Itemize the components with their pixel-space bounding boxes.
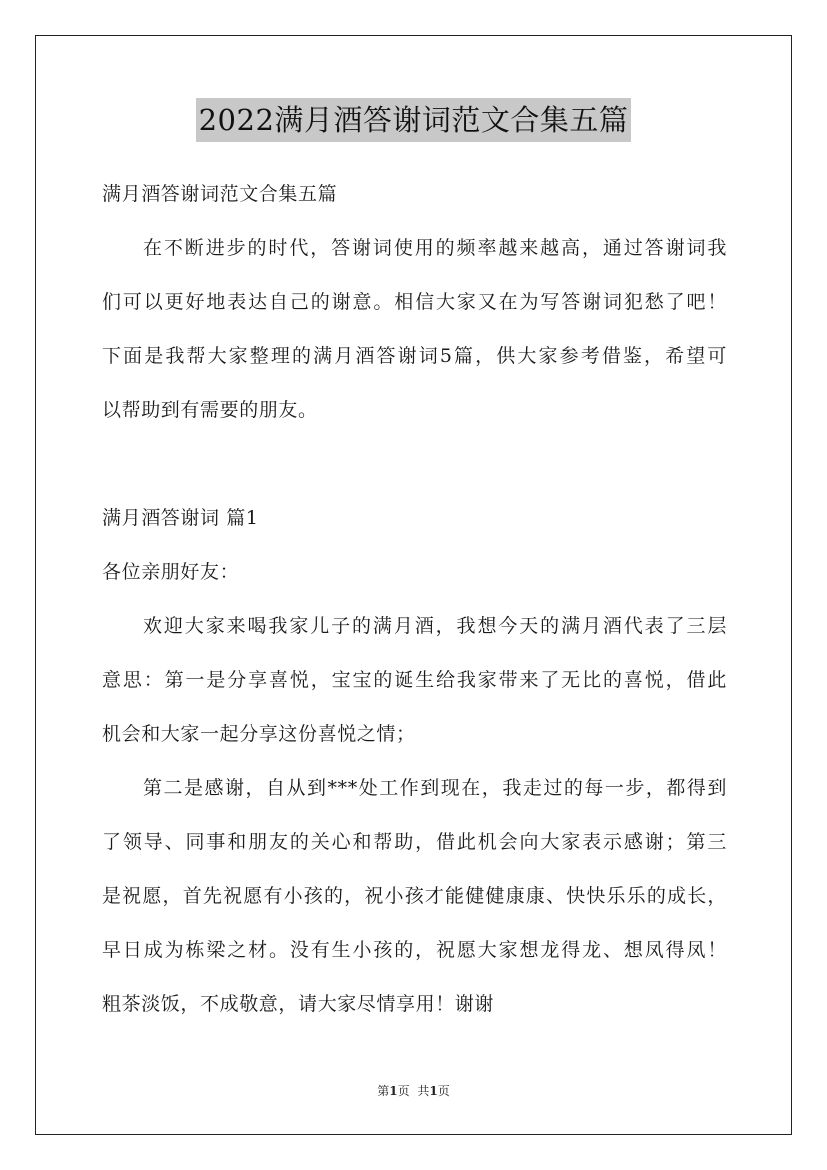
paragraph-line: 机会和大家一起分享这份喜悦之情； <box>102 723 416 745</box>
intro-line: 们可以更好地表达自己的谢意。相信大家又在为写答谢词犯愁了吧！ <box>102 291 727 313</box>
paragraph-line: 了领导、同事和朋友的关心和帮助，借此机会向大家表示感谢；第三 <box>102 831 727 853</box>
intro-line: 以帮助到有需要的朋友。 <box>102 399 318 421</box>
intro-line: 在不断进步的时代，答谢词使用的频率越来越高，通过答谢词我 <box>143 237 727 259</box>
paragraph-line: 欢迎大家来喝我家儿子的满月酒，我想今天的满月酒代表了三层 <box>143 615 727 637</box>
page-footer <box>0 1083 827 1099</box>
paragraph-line: 意思：第一是分享喜悦，宝宝的诞生给我家带来了无比的喜悦，借此 <box>102 669 727 691</box>
intro-line: 下面是我帮大家整理的满月酒答谢词5篇，供大家参考借鉴，希望可 <box>102 345 727 367</box>
greeting: 各位亲朋好友： <box>102 561 240 583</box>
paragraph-line: 粗茶淡饭，不成敬意，请大家尽情享用！谢谢 <box>102 993 495 1015</box>
paragraph-line: 第二是感谢，自从到***处工作到现在，我走过的每一步，都得到 <box>143 777 727 799</box>
paragraph-line: 是祝愿，首先祝愿有小孩的，祝小孩才能健健康康、快快乐乐的成长， <box>102 885 727 907</box>
page-number: 1 <box>389 1084 398 1098</box>
footer-prefix: 第 <box>377 1084 390 1098</box>
footer-suffix: 页 <box>397 1084 410 1098</box>
page-total: 1 <box>429 1084 438 1098</box>
document-subtitle: 满月酒答谢词范文合集五篇 <box>102 183 338 205</box>
paragraph-line: 早日成为栋梁之材。没有生小孩的，祝愿大家想龙得龙、想凤得凤！ <box>102 939 727 961</box>
document-title: 2022满月酒答谢词范文合集五篇 <box>196 98 632 142</box>
title-container <box>0 98 827 142</box>
footer-total-prefix: 共 <box>417 1084 430 1098</box>
footer-total-suffix: 页 <box>437 1084 450 1098</box>
section-heading: 满月酒答谢词 篇1 <box>102 507 259 529</box>
